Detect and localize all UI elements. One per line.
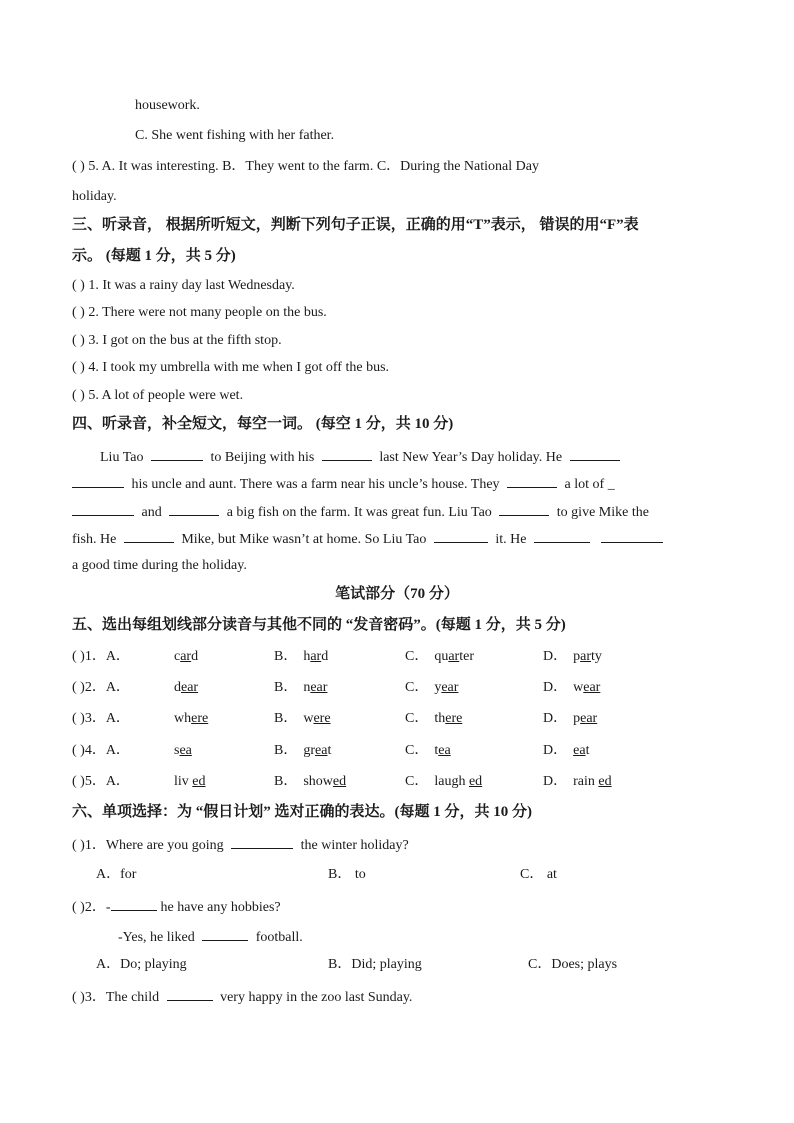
option-label: D．	[543, 711, 568, 726]
passage-line	[72, 528, 667, 550]
phonics-question-number: ( )4．A．	[72, 743, 130, 758]
underlined-sound: ar	[180, 649, 192, 664]
tf-item: ( ) 2. There were not many people on the bus.	[72, 305, 327, 320]
phonics-option-c	[405, 709, 462, 729]
phonics-option-b	[274, 647, 328, 667]
answer-blank[interactable]	[534, 528, 590, 543]
word-part: c	[174, 649, 181, 664]
word-part: p	[573, 649, 581, 664]
option-label: D．	[543, 649, 568, 664]
option-label: B．	[274, 649, 298, 664]
answer-blank[interactable]	[167, 986, 213, 1001]
question-text: ( )1．Where are you going	[72, 838, 224, 853]
option-label: C．	[405, 774, 429, 789]
question-line: ( ) 5. A. It was interesting. B．They went to the farm. C．During the National Day	[72, 159, 539, 174]
underlined-sound: ar	[310, 649, 322, 664]
word-part: d	[321, 649, 329, 664]
answer-blank[interactable]	[72, 473, 124, 488]
underlined-sound: ear	[441, 680, 459, 695]
word-part: s	[174, 743, 180, 758]
passage-text: it. He	[495, 532, 527, 547]
passage-text: a lot of _	[564, 477, 615, 492]
question-text: ( )2．-	[72, 900, 111, 915]
part-title: 笔试部分（70 分）	[335, 586, 459, 602]
underlined-sound: ere	[191, 711, 209, 726]
underlined-sound: ere	[445, 711, 463, 726]
question-text: football.	[255, 930, 303, 945]
phonics-question-number: ( )5．A．	[72, 774, 130, 789]
option-c: C．Does; plays	[528, 957, 618, 972]
word-part: liv	[174, 774, 193, 789]
underlined-sound: ar	[580, 649, 592, 664]
option-label: B．	[274, 711, 298, 726]
question-text: the winter holiday?	[300, 838, 409, 853]
underlined-sound: ear	[181, 680, 199, 695]
phonics-option-d	[543, 678, 600, 698]
answer-blank[interactable]	[202, 926, 248, 941]
phonics-option-d	[543, 772, 612, 792]
passage-line: a good time during the holiday.	[72, 558, 247, 573]
phonics-option-c	[405, 678, 458, 698]
question-text: -Yes, he liked	[118, 930, 195, 945]
word-part: t	[327, 743, 332, 758]
passage-text: to give Mike the	[556, 505, 649, 520]
underlined-sound: ed	[192, 774, 206, 789]
option-c: C． at	[520, 867, 557, 882]
option-label: D．	[543, 774, 568, 789]
question-line	[72, 986, 412, 1008]
option-b: B． to	[328, 867, 366, 882]
question-line	[72, 896, 281, 918]
underlined-sound: ea	[573, 743, 586, 758]
word-part: y	[434, 680, 442, 695]
phonics-option-a	[174, 709, 208, 729]
underlined-sound: ed	[332, 774, 347, 789]
underlined-sound: ed	[598, 774, 612, 789]
option-label: D．	[543, 743, 568, 758]
phonics-option-a	[174, 647, 198, 667]
word-part: show	[303, 774, 333, 789]
answer-blank[interactable]	[570, 446, 620, 461]
underlined-sound: ed	[468, 774, 483, 789]
answer-blank[interactable]	[151, 446, 203, 461]
phonics-option-a	[174, 772, 206, 792]
tf-item: ( ) 1. It was a rainy day last Wednesday.	[72, 278, 295, 293]
answer-blank[interactable]	[169, 501, 219, 516]
phonics-option-b	[274, 741, 331, 761]
question-line	[72, 834, 409, 856]
phonics-option-c	[405, 741, 451, 761]
passage-line	[100, 446, 624, 468]
question-text: he have any hobbies?	[160, 900, 281, 915]
word-part: t	[434, 743, 439, 758]
passage-text: fish. He	[72, 532, 117, 547]
phonics-question-number: ( )2．A．	[72, 680, 130, 695]
passage-line	[72, 473, 615, 495]
underlined-sound: ear	[580, 711, 598, 726]
section-heading: 四、听录音，补全短文，每空一词。 (每空 1 分，共 10 分)	[72, 416, 454, 432]
word-part: d	[191, 649, 199, 664]
phonics-option-c	[405, 647, 474, 667]
passage-text: to Beijing with his	[210, 450, 315, 465]
section-heading: 三、听录音， 根据所听短文，判断下列句子正误，正确的用“T”表示， 错误的用“F”表	[72, 217, 639, 233]
answer-blank[interactable]	[124, 528, 174, 543]
passage-text: Mike, but Mike wasn’t at home. So Liu Tao	[181, 532, 427, 547]
tf-item: ( ) 4. I took my umbrella with me when I got off the bus.	[72, 360, 390, 375]
answer-blank[interactable]	[601, 528, 663, 543]
option-label: C．	[405, 680, 429, 695]
answer-blank[interactable]	[322, 446, 372, 461]
underlined-sound: ear	[583, 680, 601, 695]
phonics-option-b	[274, 772, 346, 792]
answer-blank[interactable]	[231, 834, 293, 849]
option-label: B．	[274, 774, 298, 789]
phonics-option-c	[405, 772, 482, 792]
tf-item: ( ) 5. A lot of people were wet.	[72, 388, 244, 403]
phonics-option-b	[274, 709, 331, 729]
option-line: housework.	[135, 98, 200, 113]
word-part: p	[573, 711, 581, 726]
tf-item: ( ) 3. I got on the bus at the fifth stop.	[72, 333, 282, 348]
word-part: rain	[573, 774, 599, 789]
section-heading: 六、单项选择：为 “假日计划” 选对正确的表达。(每题 1 分，共 10 分)	[72, 804, 532, 820]
question-line: holiday.	[72, 189, 117, 204]
option-label: C．	[405, 743, 429, 758]
word-part: th	[434, 711, 446, 726]
question-text: very happy in the zoo last Sunday.	[220, 990, 413, 1005]
option-label: D．	[543, 680, 568, 695]
option-label: B．	[274, 680, 298, 695]
word-part: gr	[303, 743, 316, 758]
passage-text: last New Year’s Day holiday. He	[379, 450, 563, 465]
word-part: ty	[591, 649, 602, 664]
option-label: B．	[274, 743, 298, 758]
option-b: B．Did; playing	[328, 957, 422, 972]
question-line	[118, 926, 303, 948]
option-a: A．Do; playing	[96, 957, 187, 972]
underlined-sound: ea	[438, 743, 451, 758]
word-part: d	[174, 680, 181, 695]
word-part: h	[303, 649, 311, 664]
word-part: w	[573, 680, 584, 695]
phonics-question-number: ( )1．A．	[72, 649, 130, 664]
section-heading: 示。 (每题 1 分，共 5 分)	[72, 248, 236, 264]
phonics-option-a	[174, 678, 198, 698]
passage-text: Liu Tao	[100, 450, 144, 465]
passage-text: his uncle and aunt. There was a farm near his uncle’s house. They	[131, 477, 500, 492]
phonics-option-d	[543, 709, 597, 729]
underlined-sound: ear	[310, 680, 328, 695]
option-line: C. She went fishing with her father.	[135, 128, 335, 143]
passage-text: a big fish on the farm. It was great fun. Liu Tao	[226, 505, 492, 520]
answer-blank[interactable]	[499, 501, 549, 516]
phonics-option-d	[543, 741, 589, 761]
underlined-sound: ea	[179, 743, 192, 758]
phonics-question-number: ( )3．A．	[72, 711, 130, 726]
word-part: ter	[459, 649, 474, 664]
word-part: n	[303, 680, 311, 695]
word-part: qu	[434, 649, 449, 664]
option-label: C．	[405, 649, 429, 664]
word-part: wh	[174, 711, 192, 726]
answer-blank[interactable]	[507, 473, 557, 488]
answer-blank[interactable]	[111, 896, 157, 911]
phonics-option-a	[174, 741, 192, 761]
underlined-sound: ere	[313, 711, 331, 726]
option-a: A．for	[96, 867, 137, 882]
passage-text: and	[141, 505, 162, 520]
underlined-sound: ea	[315, 743, 328, 758]
answer-blank[interactable]	[434, 528, 488, 543]
passage-line	[72, 501, 649, 523]
word-part: laugh	[434, 774, 469, 789]
word-part: t	[585, 743, 590, 758]
underlined-sound: ar	[448, 649, 460, 664]
answer-blank[interactable]	[72, 501, 134, 516]
question-text: ( )3．The child	[72, 990, 160, 1005]
phonics-option-d	[543, 647, 602, 667]
word-part: w	[303, 711, 314, 726]
section-heading: 五、选出每组划线部分读音与其他不同的 “发音密码”。(每题 1 分，共 5 分)	[72, 617, 566, 633]
phonics-option-b	[274, 678, 327, 698]
option-label: C．	[405, 711, 429, 726]
